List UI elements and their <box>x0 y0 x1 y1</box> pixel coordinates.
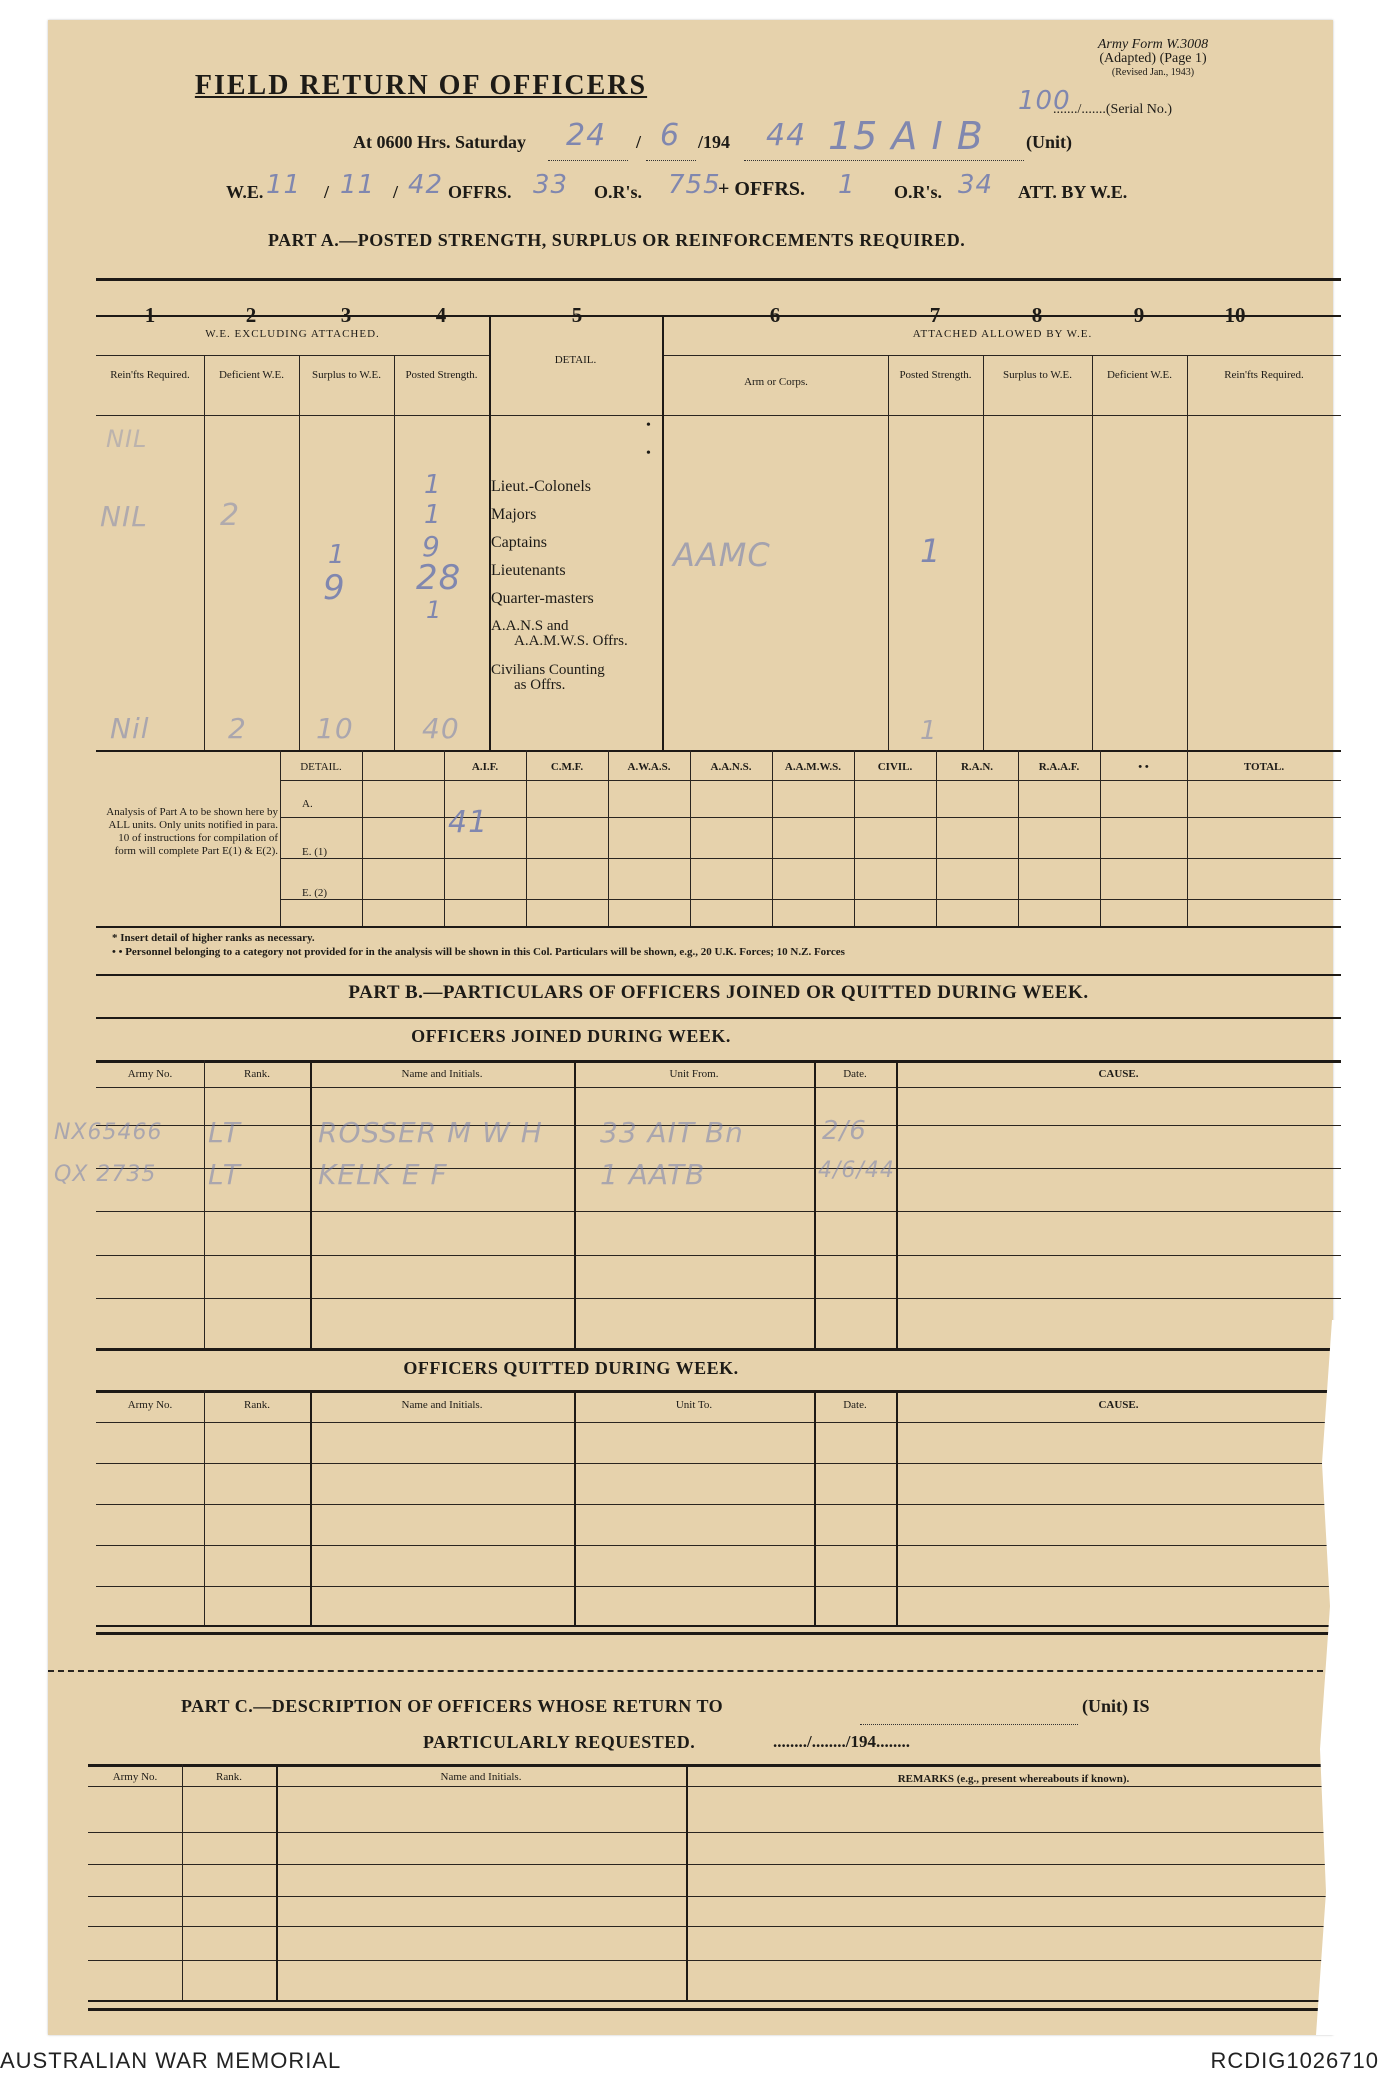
footnote-2: • • Personnel belonging to a category not provided for in the analysis will be shown in this Col. Particulars will be shown, e.g., 20 U.K. Forces; 10 N.Z. Forces <box>112 946 845 958</box>
footer-credit: AUSTRALIAN WAR MEMORIAL <box>0 2048 342 2073</box>
col-num-7: 7 <box>929 303 941 327</box>
joined-hdr-army: Army No. <box>127 1068 173 1080</box>
rank-captain: Captains <box>491 534 547 551</box>
hdr-c5: DETAIL. <box>554 354 597 366</box>
col-num-5: 5 <box>571 303 583 327</box>
part-c-hdr-rank: Rank. <box>216 1771 242 1783</box>
joined-1-army: NX65466 <box>54 1120 163 1145</box>
hand-c4-lieut: 28 <box>416 558 462 598</box>
analysis-col-aamws: A.A.M.W.S. <box>784 761 842 773</box>
joined-title: OFFICERS JOINED DURING WEEK. <box>411 1026 731 1046</box>
hand-c4-qm: 1 <box>426 596 443 624</box>
rank-qm: Quarter-masters <box>491 590 594 607</box>
quitted-hdr-name: Name and Initials. <box>401 1399 483 1411</box>
hand-serial: 100 <box>1018 86 1071 116</box>
joined-hdr-rank: Rank. <box>244 1068 270 1080</box>
hand-unit: 15 A I B <box>828 114 984 158</box>
hdr-c8: Surplus to W.E. <box>1002 369 1073 381</box>
hand-day: 24 <box>566 118 607 153</box>
hdr-c3: Surplus to W.E. <box>311 369 382 381</box>
form-ref <box>1048 38 1258 80</box>
torn-edge <box>1308 1320 1348 2035</box>
hdr-c4: Posted Strength. <box>405 369 478 381</box>
hand-tot-c3: 10 <box>316 712 354 745</box>
rank-major: Majors <box>491 506 537 523</box>
hdr-c6: Arm or Corps. <box>744 376 808 388</box>
footnote-1: * Insert detail of higher ranks as necessary. <box>112 932 315 944</box>
hand-tot-c7: 1 <box>920 716 938 746</box>
hdr-c10: Rein'fts Required. <box>1224 369 1304 381</box>
col-num-6: 6 <box>769 303 781 327</box>
analysis-col-aans: A.A.N.S. <box>710 761 752 773</box>
analysis-col-aif: A.I.F. <box>471 761 499 773</box>
joined-hdr-name: Name and Initials. <box>401 1068 483 1080</box>
att-label: ATT. BY W.E. <box>1018 182 1128 202</box>
part-c-hdr-army: Army No. <box>112 1771 158 1783</box>
col-num-3: 3 <box>340 303 352 327</box>
quitted-hdr-date: Date. <box>843 1399 867 1411</box>
hand-c1-top: NIL <box>106 425 148 453</box>
hand-tot-c4: 40 <box>422 712 460 745</box>
analysis-detail-label: DETAIL. <box>300 761 342 773</box>
joined-hdr-unit: Unit From. <box>669 1068 719 1080</box>
hand-c6-arm: AAMC <box>673 536 771 574</box>
rank-civ-1: Civilians Counting <box>491 662 605 678</box>
part-c-hdr-name: Name and Initials. <box>440 1771 522 1783</box>
joined-hdr-cause: CAUSE. <box>1098 1068 1139 1080</box>
hand-c4-maj: 1 <box>424 500 442 530</box>
hand-ors: 755 <box>668 170 721 200</box>
col-num-9: 9 <box>1133 303 1145 327</box>
quitted-hdr-unit: Unit To. <box>675 1399 713 1411</box>
hand-c4-ltcol: 1 <box>424 470 442 500</box>
form-ref-line1: Army Form W.3008 <box>1097 37 1209 52</box>
we-slash-2: / <box>393 182 399 202</box>
we-label: W.E. <box>226 182 264 202</box>
hand-we-1: 11 <box>266 170 302 200</box>
hand-year: 44 <box>766 118 807 153</box>
col-num-8: 8 <box>1031 303 1043 327</box>
joined-2-rank: LT <box>208 1158 241 1191</box>
hand-analysis-aif: 41 <box>448 805 489 840</box>
plus-offrs-label: + OFFRS. <box>718 178 805 200</box>
part-c-date: ......../......../194........ <box>773 1732 910 1751</box>
joined-2-date: 4/6/44 <box>818 1158 895 1183</box>
part-a-title: PART A.—POSTED STRENGTH, SURPLUS OR REINFORCEMENTS REQUIRED. <box>268 230 966 250</box>
hand-we-2: 11 <box>340 170 376 200</box>
hand-month: 6 <box>660 118 681 153</box>
part-c-line2: PARTICULARLY REQUESTED. <box>423 1732 696 1752</box>
hdr-c2: Deficient W.E. <box>218 369 285 381</box>
hand-c7-capt: 1 <box>920 532 942 570</box>
form-ref-line2: (Adapted) (Page 1) <box>1099 51 1207 66</box>
hand-att-offrs: 1 <box>838 170 856 200</box>
col-num-2: 2 <box>245 303 257 327</box>
analysis-col-cmf: C.M.F. <box>550 761 584 773</box>
rank-lt-col: Lieut.-Colonels <box>491 478 591 495</box>
hand-att-ors: 34 <box>958 170 994 200</box>
analysis-row-a: A. <box>302 798 313 810</box>
joined-2-name: KELK E F <box>318 1158 448 1191</box>
quitted-title: OFFICERS QUITTED DURING WEEK. <box>403 1358 739 1378</box>
date-slash: / <box>636 132 642 152</box>
joined-hdr-date: Date. <box>843 1068 867 1080</box>
analysis-col-other: • • <box>1138 761 1149 773</box>
we-group-header: W.E. EXCLUDING ATTACHED. <box>205 328 380 340</box>
part-c-hdr-remarks: REMARKS (e.g., present whereabouts if known). <box>897 1773 1130 1785</box>
part-c-unit-is: (Unit) IS <box>1082 1696 1150 1716</box>
hand-c3-lieut: 9 <box>323 568 346 608</box>
at-time-label: At 0600 Hrs. Saturday <box>353 132 527 152</box>
form-paper: Army Form W.3008 (Adapted) (Page 1) (Revised Jan., 1943) ......./.......(Serial No.) 100 FIELD RETURN OF OFFICERS At 0600 Hrs. Saturday / /194 (Unit) 24 6 44 15 A I B W.E. / / OFFRS. O.R's. + OFFRS. O.R's. ATT. BY W.E. 11 11 42 33 755 1 34 PART A.—POSTED STRENGTH, SURPLUS OR REINFORCEMENTS REQUIRED. 1 2 3 4 5 6 7 8 9 10 W.E. EXCLUDING ATTACHED. ATTACHED ALLOWED BY W.E. Rein'fts Required. Deficient W.E. Surplus to W.E. Posted Strength. DETAIL. Arm or Corps. Posted Strength. Surplus to W.E. Deficient W.E. Rein'fts Required. • • Lieut.-Colonels Majors Captains Lieutenants Quarter-masters A.A.N.S and A.A.M.W.S. Offrs. Civilians Counting as Offrs. NIL NIL 2 1 9 1 1 9 28 1 AAMC 1 Nil 2 10 40 1 Analysis of Part A to be shown here by ALL units. Only units notified in para. 10 of instructions for compilation of form will complete Part E(1) & E(2). DETAIL. A.I.F. C.M.F. A.W.A.S. A.A.N.S. A.A.M.W.S. CIVIL. R.A.N. R.A.A.F. • • TOTAL. A. E. (1) E. (2) 41 * Insert detail of higher ranks as necessary. • • Personnel belonging to a category not provided for in the analysis will be shown in this Col. Particulars will be shown, e.g., 20 U.K. Forces; 10 N.Z. Forces PART B.—PARTICULARS OF OFFICERS JOINED OR QUITTED DURING WEEK. OFFICERS JOINED DURING WEEK. Army No. Rank. Name and Initials. Unit From. Date. CAUSE. NX65466 LT ROSSER M W H 33 AIT Bn 2/6 QX 2735 LT KELK E F 1 AATB 4/6/44 OFFICERS QUITTED DURING WEEK. Army No. Rank. Name and Initials. Unit To. Date. CAUSE. PART C.—DESCRIPTION OF OFFICERS WHOSE RETURN TO (Unit) IS PARTICULARLY REQUESTED. ......../......../194........ Army No. Rank. Name and Initials. REMARKS (e.g., present whereabouts if known). <box>48 20 1333 2035</box>
rank-aans-1: A.A.N.S and <box>491 618 569 634</box>
analysis-row-e1: E. (1) <box>302 846 328 858</box>
quitted-hdr-army: Army No. <box>127 1399 173 1411</box>
hand-we-3: 42 <box>408 170 444 200</box>
hdr-c9: Deficient W.E. <box>1106 369 1173 381</box>
hand-c4-capt: 9 <box>422 530 441 563</box>
joined-1-date: 2/6 <box>822 1116 867 1146</box>
hand-offrs: 33 <box>533 170 569 200</box>
form-title: FIELD RETURN OF OFFICERS <box>194 70 648 101</box>
hand-c2-row: 2 <box>220 498 241 533</box>
ors-label: O.R's. <box>594 182 643 202</box>
we-slash-1: / <box>324 182 330 202</box>
att-group-header: ATTACHED ALLOWED BY W.E. <box>912 328 1093 340</box>
analysis-col-civil: CIVIL. <box>877 761 913 773</box>
serial-field: ......./.......(Serial No.) <box>1053 102 1172 117</box>
offrs-label: OFFRS. <box>448 182 512 202</box>
quitted-hdr-rank: Rank. <box>244 1399 270 1411</box>
hdr-c1: Rein'fts Required. <box>110 369 190 381</box>
joined-2-unit: 1 AATB <box>600 1158 706 1191</box>
rank-civ-2: as Offrs. <box>514 677 566 693</box>
analysis-col-total: TOTAL. <box>1243 761 1285 773</box>
form-ref-line3: (Revised Jan., 1943) <box>1111 67 1195 78</box>
hand-c3-capt: 1 <box>328 540 346 570</box>
joined-1-rank: LT <box>208 1116 241 1149</box>
joined-1-name: ROSSER M W H <box>318 1116 543 1149</box>
hand-c1-row: NIL <box>100 500 148 533</box>
part-c-line1: PART C.—DESCRIPTION OF OFFICERS WHOSE RETURN TO <box>181 1696 724 1716</box>
part-b-title: PART B.—PARTICULARS OF OFFICERS JOINED OR QUITTED DURING WEEK. <box>348 982 1089 1003</box>
quitted-hdr-cause: CAUSE. <box>1098 1399 1139 1411</box>
unit-label: (Unit) <box>1026 132 1072 152</box>
footer-id: RCDIG1026710 <box>1210 2048 1379 2073</box>
col-num-1: 1 <box>144 303 156 327</box>
hand-tot-c2: 2 <box>228 712 247 745</box>
analysis-col-raaf: R.A.A.F. <box>1038 761 1080 773</box>
rank-lieutenant: Lieutenants <box>491 562 566 579</box>
analysis-row-e2: E. (2) <box>302 887 328 899</box>
hdr-c7: Posted Strength. <box>899 369 972 381</box>
joined-2-army: QX 2735 <box>54 1162 157 1187</box>
year-prefix: /194 <box>698 132 731 152</box>
col-num-4: 4 <box>435 303 447 327</box>
analysis-note: Analysis of Part A to be shown here by ALL units. Only units notified in para. 10 of instructions for compilation of form will complete Part E(1) & E(2). <box>106 806 278 857</box>
rank-aans-2: A.A.M.W.S. Offrs. <box>514 633 628 649</box>
analysis-col-ran: R.A.N. <box>960 761 994 773</box>
joined-1-unit: 33 AIT Bn <box>600 1116 744 1149</box>
col-num-10: 10 <box>1224 303 1246 327</box>
analysis-col-awas: A.W.A.S. <box>627 761 671 773</box>
hand-tot-c1: Nil <box>110 712 150 745</box>
ors-label-2: O.R's. <box>894 182 943 202</box>
